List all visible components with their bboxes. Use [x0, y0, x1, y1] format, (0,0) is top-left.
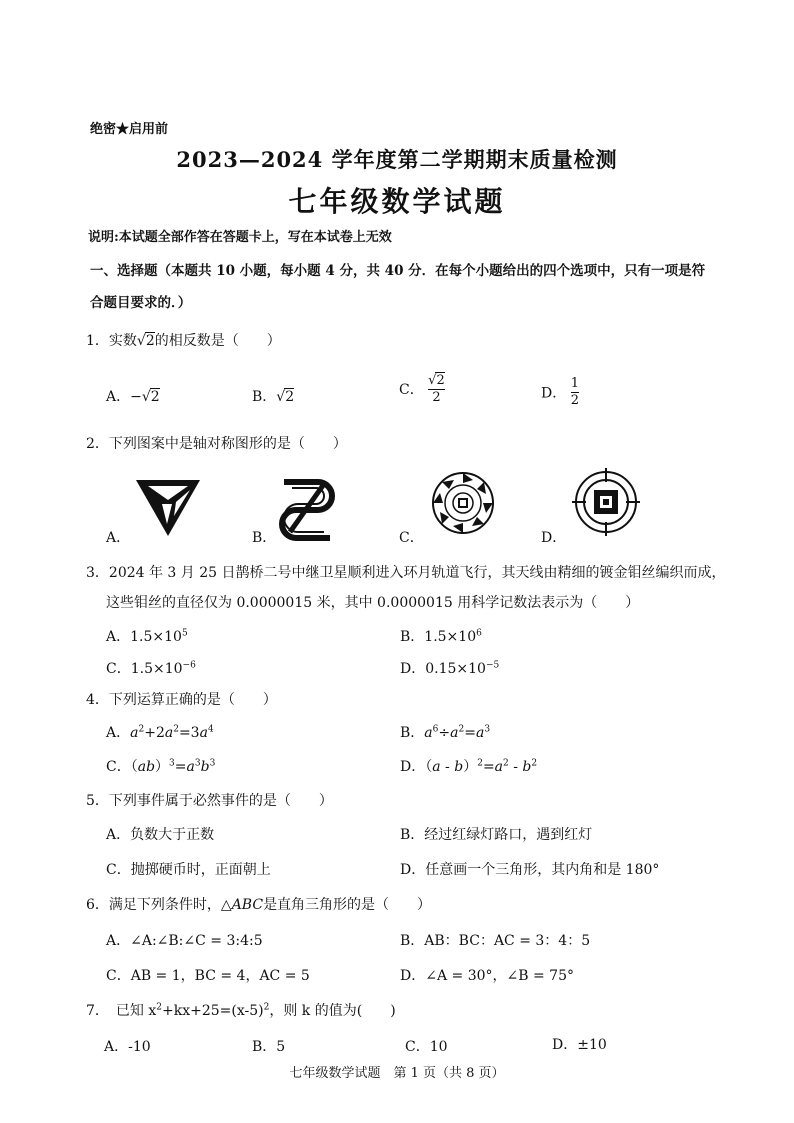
q7-option-c[interactable]: C．10: [405, 1039, 448, 1055]
q7-stem-post: ，则 k 的值为( ): [269, 1003, 396, 1019]
option-label: B．: [252, 389, 277, 405]
q5-option-d[interactable]: D．任意画一个三角形，其内角和是 180°: [400, 862, 660, 878]
q1-c-numerator: 2: [436, 373, 445, 388]
option-label: A．: [106, 629, 131, 645]
q3-a-exponent: 5: [181, 628, 188, 639]
confidential-mark: 绝密★启用前: [90, 122, 169, 137]
option-label: C．: [399, 382, 424, 398]
q3-c-base: 1.5×10: [130, 661, 183, 677]
q3-d-exponent: −5: [485, 660, 500, 671]
option-label: D．: [400, 759, 426, 775]
q4-option-c[interactable]: C．$(ab)^3=a^3b^3$: [106, 758, 216, 775]
q2-figure-c-pinwheel-icon: [428, 468, 498, 538]
q3-b-exponent: 6: [476, 628, 482, 639]
q7-stem-pre: 7． 已知 x: [86, 1003, 157, 1019]
q6-stem-pre: 6．满足下列条件时，△: [86, 897, 232, 913]
q7-option-a[interactable]: A．-10: [104, 1039, 151, 1055]
question-3-stem-line1: 3．2024 年 3 月 25 日鹊桥二号中继卫星顺利进入环月轨道飞行，其天线由精细的镀金钼丝编织而成，: [86, 565, 726, 581]
q6-option-d[interactable]: D．∠A = 30°，∠B = 75°: [400, 968, 574, 984]
q1-c-denominator: 2: [432, 390, 441, 405]
q3-option-c[interactable]: [106, 658, 196, 678]
q1-d-numerator: 1: [570, 376, 579, 391]
question-1-stem: 1．实数√2的相反数是（ ）: [86, 333, 281, 349]
q3-c-exponent: −6: [182, 660, 196, 671]
question-4-stem: 4．下列运算正确的是（ ）: [86, 692, 277, 708]
option-label: B．: [400, 725, 425, 741]
q6-option-b[interactable]: B．AB：BC：AC = 3：4：5: [400, 933, 591, 949]
q4-option-b[interactable]: B．$a^6\div a^2=a^3$: [400, 724, 491, 741]
q1-c-fraction: $\frac{√2}{2}$: [428, 373, 445, 405]
instructions-note: 说明:本试题全部作答在答题卡上，写在本试卷上无效: [88, 230, 392, 245]
section-heading-line2: 合题目要求的．）: [90, 295, 192, 311]
option-label: D．: [541, 385, 567, 402]
q3-a-base: 1.5×10: [130, 629, 182, 645]
q2-option-c-label[interactable]: C．: [399, 530, 424, 546]
option-label: A．: [106, 725, 131, 741]
option-label: A．: [106, 389, 131, 405]
q1-d-fraction: [571, 376, 579, 409]
exam-title: 2023—2024 学年度第二学期期末质量检测: [176, 147, 618, 172]
q2-figure-a-triangle-icon: [132, 476, 204, 540]
q2-figure-b-knot-icon: [274, 474, 340, 542]
q1-stem-radicand: 2: [145, 333, 155, 349]
q3-option-d[interactable]: [400, 658, 499, 678]
q1-stem-pre: 1．实数: [86, 333, 137, 349]
q2-option-b-label[interactable]: B．: [252, 530, 277, 546]
q1-stem-post: 的相反数是（ ）: [154, 333, 281, 349]
option-label: B．: [400, 629, 425, 645]
q3-b-base: 1.5×10: [424, 629, 477, 645]
q1-option-d[interactable]: [541, 376, 579, 409]
q1-a-radicand: 2: [150, 389, 160, 405]
q5-option-b[interactable]: B．经过红绿灯路口，遇到红灯: [400, 827, 593, 843]
question-3-stem-line2: 这些钼丝的直径仅为 0.0000015 米，其中 0.0000015 用科学记数法表示为（ ）: [106, 595, 640, 611]
q1-b-radicand: 2: [285, 389, 295, 405]
question-7-stem: 7． 已知 $x^2+kx+25=(x-5)^2$，则 k 的值为( ): [86, 1002, 396, 1019]
q2-option-a-label[interactable]: A．: [106, 530, 131, 546]
question-2-stem: 2．下列图案中是轴对称图形的是（ ）: [86, 436, 347, 452]
q7-option-b[interactable]: B．5: [252, 1039, 286, 1055]
q5-option-a[interactable]: A．负数大于正数: [106, 827, 215, 843]
q3-option-b[interactable]: [400, 626, 482, 646]
q4-option-a[interactable]: A．$a^2+2a^2=3a^4$: [106, 724, 214, 741]
q2-figure-d-target-icon: [570, 466, 642, 538]
q1-d-denominator: 2: [570, 393, 579, 408]
q7-option-d[interactable]: D．±10: [552, 1037, 607, 1053]
page-footer: 七年级数学试题 第 1 页（共 8 页）: [289, 1066, 505, 1081]
q6-option-a[interactable]: A．∠A:∠B:∠C = 3:4:5: [106, 933, 263, 949]
q4-option-d[interactable]: D．$(a - b)^2=a^2 - b^2$: [400, 758, 538, 775]
q1-option-c[interactable]: [399, 372, 445, 406]
question-5-stem: 5．下列事件属于必然事件的是（ ）: [86, 793, 333, 809]
q1-option-b[interactable]: B．√2: [252, 389, 295, 405]
q6-stem-post: 是直角三角形的是（ ）: [263, 897, 432, 913]
q6-stem-var: ABC: [231, 897, 264, 913]
q5-option-c[interactable]: C．抛掷硬币时，正面朝上: [106, 862, 271, 878]
exam-subtitle: 七年级数学试题: [288, 185, 506, 218]
q6-option-c[interactable]: C．AB = 1，BC = 4，AC = 5: [106, 968, 310, 984]
q2-option-d-label[interactable]: D．: [541, 530, 567, 546]
question-6-stem: [86, 894, 431, 914]
q1-option-a[interactable]: A．−√2: [106, 389, 160, 405]
option-label: C．: [106, 759, 131, 775]
option-label: D．: [400, 661, 426, 677]
q1-a-sign: −: [130, 389, 142, 405]
q3-option-a[interactable]: [106, 626, 188, 646]
option-label: C．: [106, 661, 131, 677]
q7-stem-mid: +kx+25=(x-5): [162, 1003, 264, 1019]
q3-d-base: 0.15×10: [425, 661, 486, 677]
section-heading-line1: 一、选择题（本题共 10 小题，每小题 4 分，共 40 分．在每个小题给出的四个选项中，只有一项是符: [90, 263, 706, 279]
